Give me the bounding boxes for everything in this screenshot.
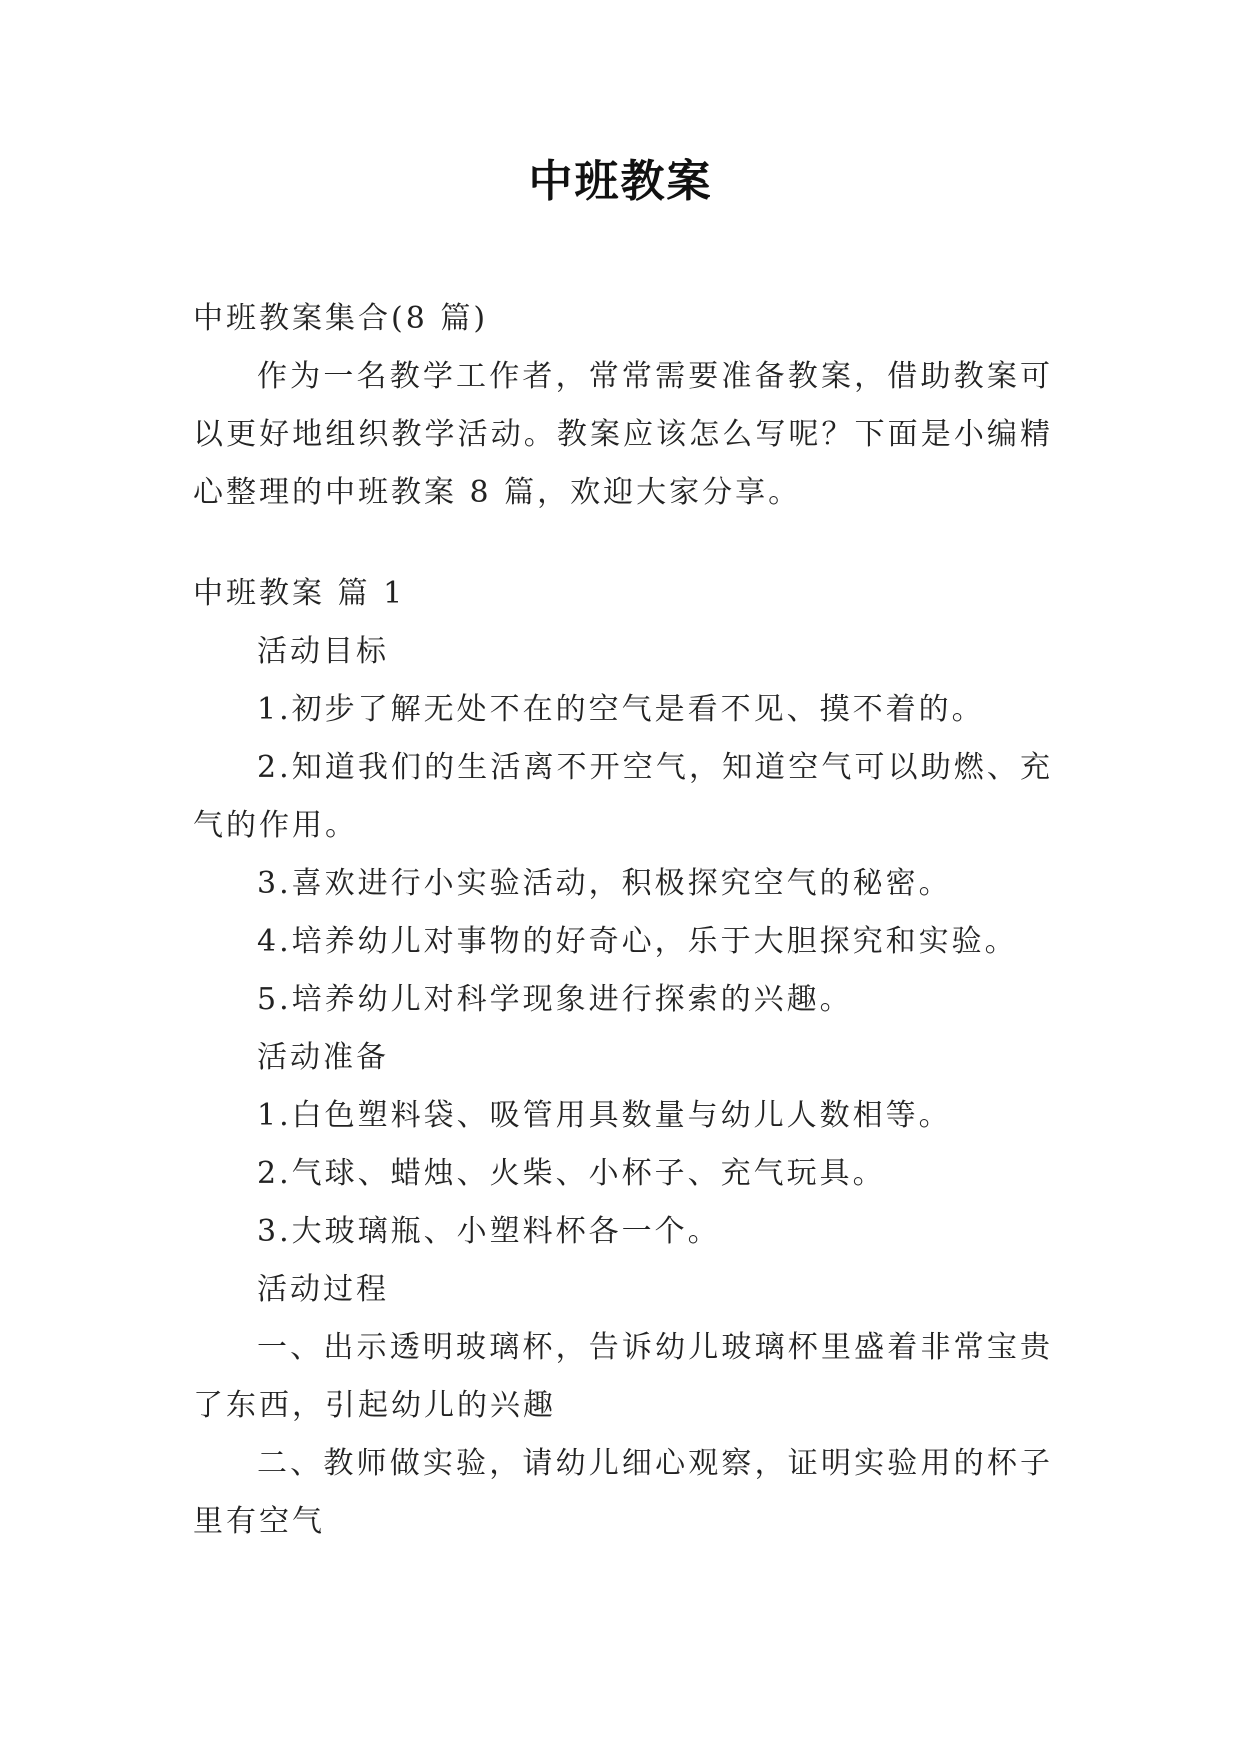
section-gap <box>193 522 1053 565</box>
process-heading: 活动过程 <box>257 1272 389 1307</box>
goal-item: 3.喜欢进行小实验活动，积极探究空气的秘密。 <box>257 866 952 901</box>
document-subtitle: 中班教案集合(8 篇) <box>193 301 489 336</box>
prep-item: 3.大玻璃瓶、小塑料杯各一个。 <box>257 1214 721 1249</box>
process-item: 一、出示透明玻璃杯，告诉幼儿玻璃杯里盛着非常宝贵了东西，引起幼儿的兴趣 <box>193 1330 1053 1423</box>
document-title: 中班教案 <box>528 156 713 207</box>
goal-item: 5.培养幼儿对科学现象进行探索的兴趣。 <box>257 982 853 1017</box>
process-item: 二、教师做实验，请幼儿细心观察，证明实验用的杯子里有空气 <box>193 1446 1053 1539</box>
prep-item: 2.气球、蜡烛、火柴、小杯子、充气玩具。 <box>257 1156 886 1191</box>
goals-heading: 活动目标 <box>257 634 389 669</box>
goal-item: 2.知道我们的生活离不开空气，知道空气可以助燃、充气的作用。 <box>193 750 1053 843</box>
goal-item: 1.初步了解无处不在的空气是看不见、摸不着的。 <box>257 692 985 727</box>
goal-item: 4.培养幼儿对事物的好奇心，乐于大胆探究和实验。 <box>257 924 1018 959</box>
intro-paragraph: 作为一名教学工作者，常常需要准备教案，借助教案可以更好地组织教学活动。教案应该怎么写呢？下面是小编精心整理的中班教案 8 篇，欢迎大家分享。 <box>193 359 1053 510</box>
document-body <box>193 290 1053 1551</box>
section-heading: 中班教案 篇 1 <box>193 576 406 611</box>
prep-item: 1.白色塑料袋、吸管用具数量与幼儿人数相等。 <box>257 1098 952 1133</box>
prep-heading: 活动准备 <box>257 1040 389 1075</box>
